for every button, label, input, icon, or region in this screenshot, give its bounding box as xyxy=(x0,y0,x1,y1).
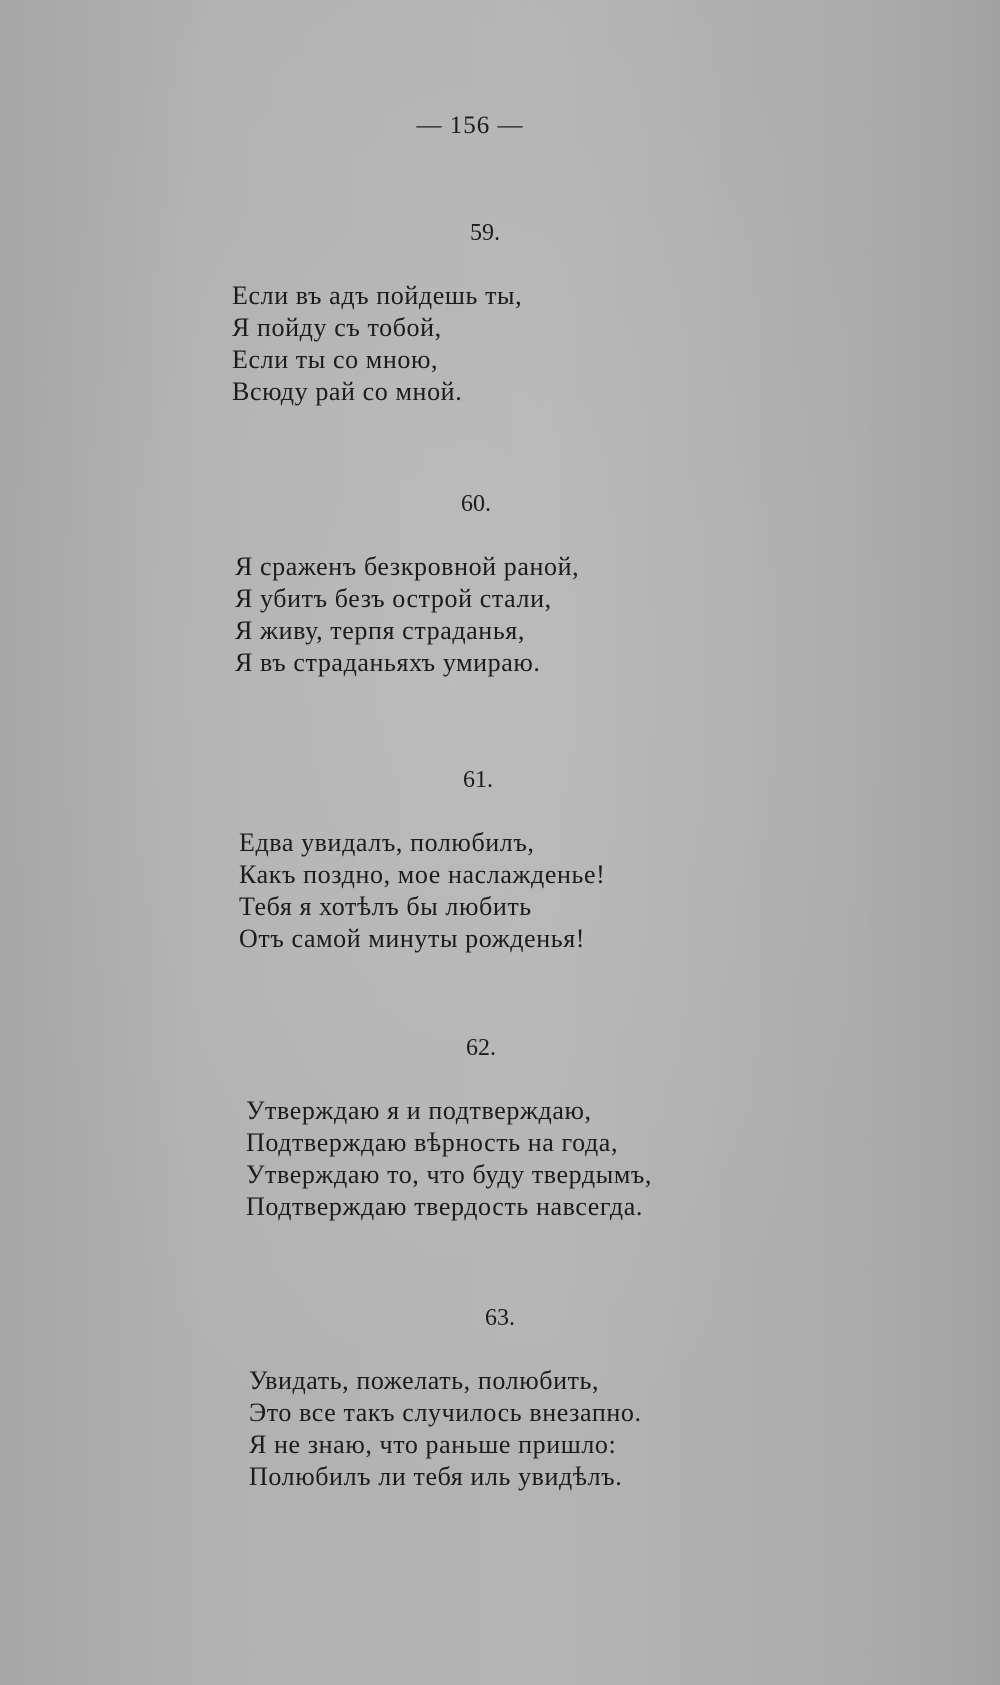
poem-line: Всюду рай со мной. xyxy=(232,377,463,406)
poem-line: Полюбилъ ли тебя иль увидѣлъ. xyxy=(249,1462,623,1491)
poem-line: Отъ самой минуты рожденья! xyxy=(239,924,586,953)
poem-line: Я пойду съ тобой, xyxy=(232,313,442,342)
poem-stanza xyxy=(232,280,522,408)
poem-line: Я сраженъ безкровной раной, xyxy=(235,552,580,581)
page-number: — 156 — xyxy=(416,112,524,139)
poem-line: Я въ страданьяхъ умираю. xyxy=(235,648,541,677)
poem-line: Утверждаю то, что буду твердымъ, xyxy=(246,1160,653,1189)
poem-line: Едва увидалъ, полюбилъ, xyxy=(239,828,535,857)
poem-line: Я убитъ безъ острой стали, xyxy=(235,584,552,613)
poem-stanza xyxy=(246,1095,652,1223)
poem-line: Увидать, пожелать, полюбить, xyxy=(249,1366,600,1395)
poem-number: 61. xyxy=(463,767,493,793)
poem-line: Это все такъ случилось внезапно. xyxy=(249,1398,642,1427)
poem-line: Я не знаю, что раньше пришло: xyxy=(249,1430,617,1459)
poem-line: Утверждаю я и подтверждаю, xyxy=(246,1096,592,1125)
poem-line: Какъ поздно, мое наслажденье! xyxy=(239,860,606,889)
poem-stanza xyxy=(235,551,579,679)
poem-number: 62. xyxy=(466,1035,496,1061)
poem-stanza xyxy=(239,827,605,955)
poem-line: Я живу, терпя страданья, xyxy=(235,616,525,645)
poem-number: 63. xyxy=(485,1305,515,1331)
poem-line: Подтверждаю вѣрность на года, xyxy=(246,1128,619,1157)
poem-line: Тебя я хотѣлъ бы любить xyxy=(239,892,532,921)
poem-line: Подтверждаю твердость навсегда. xyxy=(246,1192,643,1221)
poem-stanza xyxy=(249,1365,642,1493)
poem-line: Если въ адъ пойдешь ты, xyxy=(232,281,523,310)
poem-line: Если ты со мною, xyxy=(232,345,439,374)
poem-number: 60. xyxy=(461,491,491,517)
poem-number: 59. xyxy=(470,220,500,246)
